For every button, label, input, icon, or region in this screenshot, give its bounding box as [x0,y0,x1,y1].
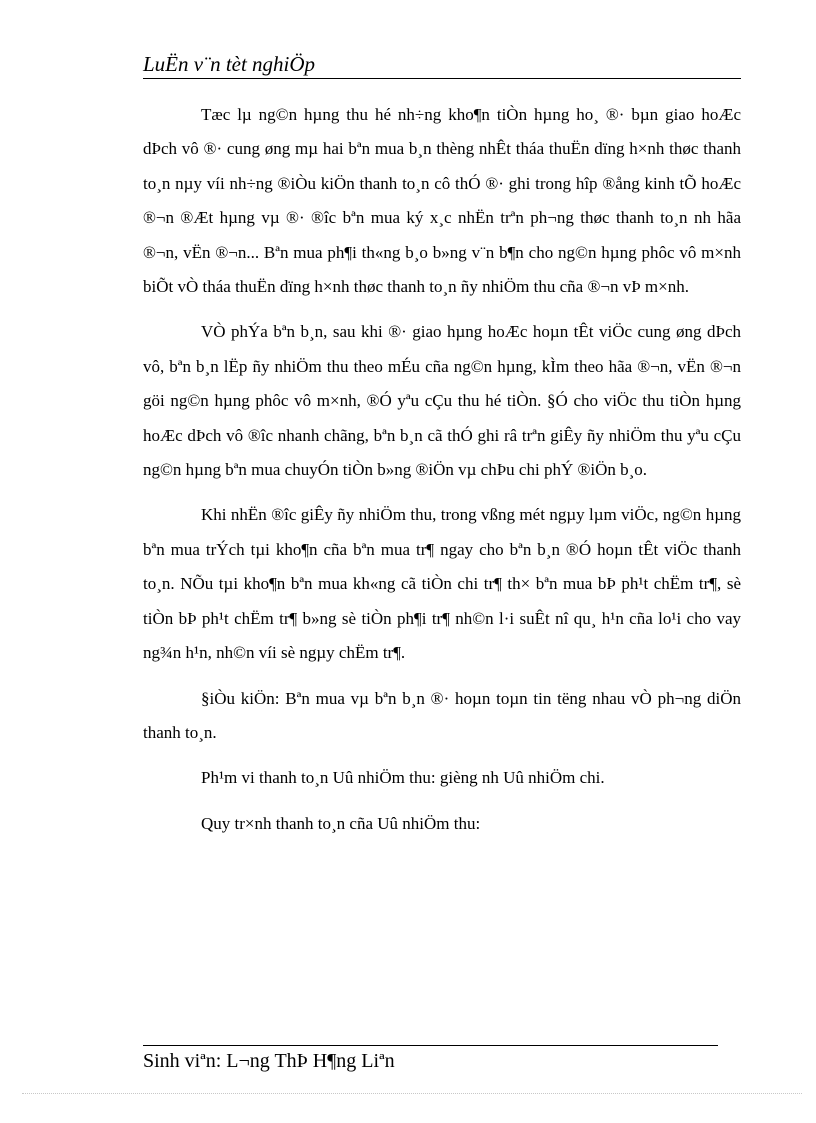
paragraph-2: VÒ phÝa bªn b¸n, sau khi ®· giao hµng hoÆc hoµn tÊt viÖc cung øng dÞch vô, bªn b¸n lËp ñy nhiÖm thu theo mÉu cña ng©n hµng, kÌm theo hãa ®¬n, vËn ®¬n göi ng©n hµng phôc vô m×nh, ®Ó yªu cÇu thu hé tiÒn. §Ó cho viÖc thu tiÒn hµng hoÆc dÞch vô ®îc nhanh chãng, bªn b¸n cã thÓ ghi râ trªn giÊy ñy nhiÖm thu yªu cÇu ng©n hµng bªn mua chuyÓn tiÒn b»ng ®iÖn vµ chÞu chi phÝ ®iÖn b¸o. [143,322,741,480]
document-body [143,98,741,852]
header-rule [143,78,741,79]
paragraph-5: Ph¹m vi thanh to¸n Uû nhiÖm thu: gièng nh Uû nhiÖm chi. [201,768,605,788]
page-bottom-divider [22,1093,802,1094]
paragraph-6: Quy tr×nh thanh to¸n cña Uû nhiÖm thu: [201,813,481,833]
page-footer-author: Sinh viªn: L¬ng ThÞ H¶ng Liªn [143,1050,395,1072]
page-header-title: LuËn v¨n tèt nghiÖp [143,52,316,76]
paragraph-4: §iÒu kiÖn: Bªn mua vµ bªn b¸n ®· hoµn toµn tin tëng nhau vÒ ph¬ng diÖn thanh to¸n. [143,688,741,742]
paragraph-1: Tæc lµ ng©n hµng thu hé nh÷ng kho¶n tiÒn hµng ho¸ ®· bµn giao hoÆc dÞch vô ®· cung øng mµ hai bªn mua b¸n thèng nhÊt tháa thuËn dïng h×nh thøc thanh to¸n nµy víi nh÷ng ®iÒu kiÖn thanh to¸n cô thÓ ®· ghi trong hîp ®ång kinh tÕ hoÆc ®¬n ®Æt hµng vµ ®· ®îc bªn mua ký x¸c nhËn trªn ph¬ng thøc thanh to¸n nh hãa ®¬n, vËn ®¬n... Bªn mua ph¶i th«ng b¸o b»ng v¨n b¶n cho ng©n hµng phôc vô m×nh biÕt vÒ tháa thuËn dïng h×nh thøc thanh to¸n ñy nhiÖm thu cña ®¬n vÞ m×nh. [143,105,741,297]
paragraph-3: Khi nhËn ®îc giÊy ñy nhiÖm thu, trong vßng mét ngµy lµm viÖc, ng©n hµng bªn mua trÝch tµi kho¶n cña bªn mua tr¶ ngay cho bªn b¸n ®Ó hoµn tÊt viÖc thanh to¸n. NÕu tµi kho¶n bªn mua kh«ng cã tiÒn chi tr¶ th× bªn mua bÞ ph¹t chËm tr¶, sè tiÒn bÞ ph¹t chËm tr¶ b»ng sè tiÒn ph¶i tr¶ nh©n l·i suÊt nî qu¸ h¹n cña lo¹i cho vay ng¾n h¹n, nh©n víi sè ngµy chËm tr¶. [143,505,741,663]
